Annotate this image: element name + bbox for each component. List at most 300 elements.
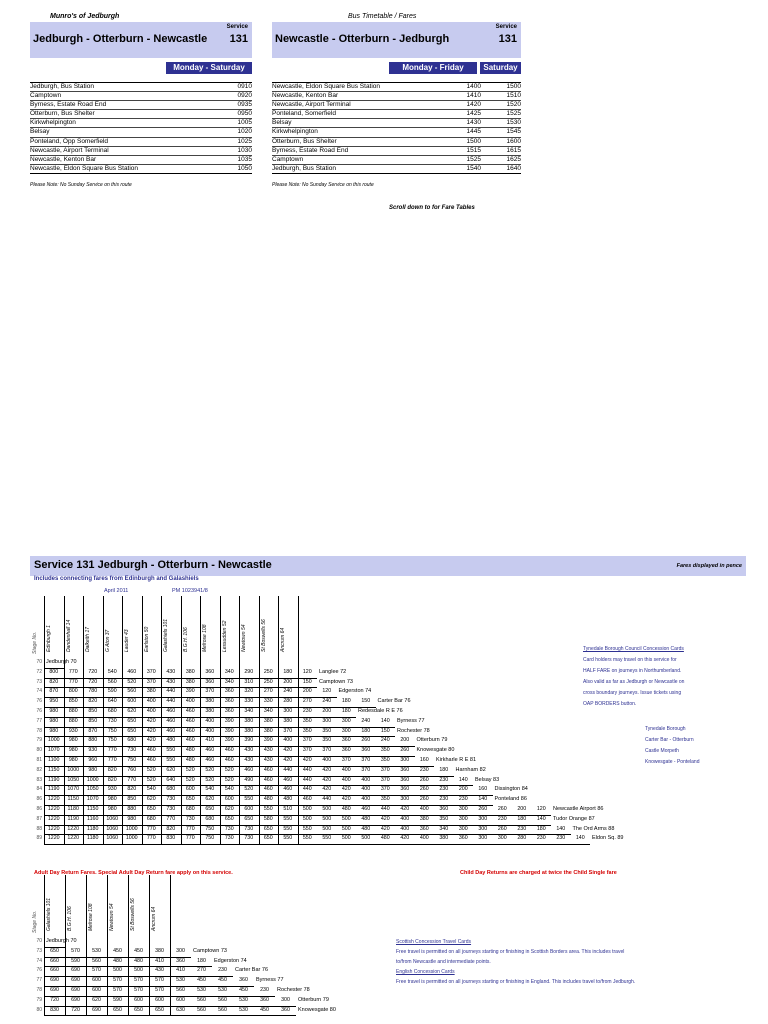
departure-time: 1525	[506, 110, 521, 118]
fare-cell: 530	[239, 1006, 248, 1013]
fare-cell: 500	[302, 806, 312, 812]
fare-cell: 400	[400, 825, 410, 832]
departure-time: 1050	[237, 164, 252, 172]
fare-cell: 620	[224, 806, 234, 812]
fare-cell: 360	[341, 737, 351, 744]
stop-name: Otterburn, Bus Shelter	[30, 110, 95, 118]
stage-number: 86	[36, 796, 42, 803]
fare-cell: 500	[322, 825, 332, 832]
stop-label: Jedburgh 70	[46, 938, 77, 944]
timetable-row	[30, 165, 252, 173]
fare-cell: 450	[239, 987, 248, 993]
fare-cell: 350	[439, 815, 449, 822]
fare-cell: 550	[283, 815, 293, 822]
fare-cell: 180	[197, 957, 206, 964]
stage-number: 73	[36, 947, 42, 954]
fare-cell: 520	[244, 786, 254, 793]
fare-cell: 750	[107, 737, 117, 744]
column-heading: St Boswells 56	[260, 619, 267, 652]
fare-cell: 540	[205, 786, 215, 793]
fare-cell: 500	[134, 967, 143, 974]
fare-cell: 360	[341, 747, 351, 754]
fare-cell: 300	[478, 825, 488, 832]
fare-cell: 550	[166, 757, 176, 763]
column-rule	[259, 596, 260, 844]
departure-time: 1005	[237, 119, 252, 127]
fare-cell: 980	[107, 806, 117, 812]
fare-cell: 730	[224, 825, 234, 832]
fare-cell: 380	[205, 708, 215, 714]
column-rule	[44, 875, 45, 1015]
fare-cell: 480	[185, 747, 195, 754]
fare-cell: 550	[244, 796, 254, 803]
fare-cell: 550	[166, 747, 176, 754]
fare-cell: 230	[497, 815, 507, 822]
timetable-row	[30, 83, 252, 92]
fare-cell: 370	[146, 678, 156, 685]
departure-time: 1025	[237, 137, 252, 145]
stage-number: 80	[36, 1006, 42, 1013]
stage-number: 86	[36, 806, 42, 812]
fare-cell: 350	[302, 727, 312, 734]
column-heading: St Boswells 56	[130, 898, 136, 931]
fare-cell: 300	[176, 947, 185, 954]
service-number: 131	[498, 33, 517, 45]
fare-cell: 1220	[47, 815, 60, 822]
timetable-row	[30, 128, 252, 137]
fare-cell: 340	[224, 678, 234, 685]
fare-cell: 200	[400, 737, 410, 744]
fare-cell: 680	[185, 806, 195, 812]
fare-cell: 590	[107, 688, 117, 695]
stop-label: Ponteland 86	[494, 796, 527, 803]
fare-cell: 350	[322, 737, 332, 744]
fare-cell: 820	[107, 776, 117, 783]
fare-cell: 360	[458, 835, 468, 842]
fare-cell: 730	[166, 806, 176, 812]
fare-cell: 530	[92, 947, 101, 954]
fare-cell: 770	[107, 747, 117, 754]
fare-cell: 570	[113, 987, 122, 993]
fare-cell: 330	[244, 698, 254, 705]
fare-cell: 300	[400, 757, 410, 763]
fare-cell: 420	[146, 727, 156, 734]
stop-name: Camptown	[272, 155, 304, 163]
fare-cell: 430	[244, 757, 254, 763]
fare-cell: 400	[341, 766, 351, 773]
fare-cell: 340	[244, 708, 254, 714]
fare-cell: 690	[71, 996, 80, 1003]
fare-cell: 360	[400, 776, 410, 783]
fare-cell: 550	[322, 835, 332, 842]
fare-cell: 260	[478, 806, 488, 812]
stage-number: 87	[36, 815, 42, 822]
stage-number: 74	[36, 957, 42, 964]
fare-cell: 760	[127, 766, 137, 773]
fare-cell: 720	[88, 668, 98, 675]
fare-cell: 490	[244, 776, 254, 783]
fare-cell: 690	[92, 1006, 101, 1013]
departure-time: 1615	[506, 146, 521, 154]
fare-cell: 800	[49, 668, 59, 675]
timetable-row	[272, 101, 521, 110]
fare-cell: 770	[146, 835, 156, 842]
fare-cell: 430	[155, 967, 164, 974]
fare-cell: 750	[107, 727, 117, 734]
fare-cell: 440	[283, 766, 293, 773]
fare-cell: 550	[302, 835, 312, 842]
fare-cell: 370	[341, 757, 351, 763]
fare-cell: 260	[400, 747, 410, 754]
column-heading: Earlston 50	[143, 626, 150, 652]
fare-cell: 420	[283, 757, 293, 763]
departure-time: 0920	[237, 92, 252, 100]
fare-cell: 550	[302, 825, 312, 832]
fare-cell: 770	[185, 825, 195, 832]
column-heading: Dandenhall 14	[65, 619, 72, 652]
fare-cell: 680	[166, 786, 176, 793]
fare-cell: 820	[88, 698, 98, 705]
fare-cell: 570	[134, 977, 143, 984]
fare-cell: 520	[224, 776, 234, 783]
fare-cell: 150	[302, 678, 312, 685]
fare-cell: 1220	[47, 835, 60, 842]
side-line: Knowesgate - Ponteland	[645, 759, 700, 765]
fare-cell: 430	[244, 747, 254, 754]
column-rule	[65, 875, 66, 1015]
fare-cell: 510	[283, 806, 293, 812]
column-heading: Newtown 54	[109, 903, 115, 931]
tynedale-concessions	[583, 644, 684, 710]
fare-cell: 460	[283, 786, 293, 793]
document-title: Bus Timetable / Fares	[348, 13, 417, 20]
stop-name: Kirkwhelpington	[272, 128, 318, 136]
fare-cell: 260	[419, 786, 429, 793]
route-name: Newcastle - Otterburn - Jedburgh	[275, 33, 450, 45]
column-rule	[107, 875, 108, 1015]
fare-cell: 560	[92, 957, 101, 964]
fare-cell: 980	[68, 747, 78, 754]
stop-name: Belsay	[272, 119, 292, 127]
stop-name: Byrness, Estate Road End	[272, 146, 349, 154]
fare-cell: 450	[134, 947, 143, 954]
fare-cell: 370	[361, 757, 371, 763]
timetable-row	[272, 138, 521, 147]
service-label: Service	[226, 24, 248, 30]
fare-cell: 1100	[48, 757, 60, 763]
stop-label: Eldon Sq. 89	[592, 835, 624, 842]
timetable-row	[272, 147, 521, 156]
fare-cell: 640	[166, 776, 176, 783]
side-line: Tynedale Borough Council Concession Cards	[583, 646, 684, 652]
fare-cell: 480	[185, 757, 195, 763]
fare-cell: 270	[302, 698, 312, 705]
fare-cell: 460	[361, 806, 371, 812]
fare-cell: 570	[71, 947, 80, 954]
fare-cell: 400	[146, 698, 156, 705]
fare-cell: 440	[302, 776, 312, 783]
fare-cell: 980	[68, 737, 78, 744]
stage-number: 70	[36, 659, 42, 665]
fare-cell: 660	[50, 967, 59, 974]
fare-cell: 460	[244, 766, 254, 773]
timetable-outbound	[30, 82, 252, 174]
day-header: Monday - Friday	[389, 62, 477, 74]
fare-cell: 300	[458, 806, 468, 812]
departure-time: 1525	[466, 155, 481, 163]
fare-cell: 350	[380, 796, 390, 803]
departure-time: 1020	[237, 128, 252, 136]
fare-cell: 460	[224, 757, 234, 763]
timetable-row	[30, 110, 252, 119]
stop-name: Newcastle, Airport Terminal	[30, 146, 109, 154]
timetable-row	[272, 156, 521, 165]
fare-cell: 120	[302, 668, 312, 675]
fare-cell: 460	[127, 668, 137, 675]
stop-label: Byrness 77	[256, 977, 284, 984]
fare-cell: 550	[283, 825, 293, 832]
fare-cell: 980	[49, 708, 59, 714]
fare-cell: 300	[341, 717, 351, 724]
fare-cell: 830	[166, 835, 176, 842]
fare-title: Service 131 Jedburgh - Otterburn - Newcastle	[34, 559, 272, 571]
departure-time: 1420	[466, 101, 481, 109]
fare-cell: 400	[205, 727, 215, 734]
fare-cell: 360	[281, 1006, 290, 1013]
fare-cell: 1050	[86, 786, 99, 793]
scroll-note: Scroll down to for Fare Tables	[389, 205, 475, 211]
column-rule	[278, 596, 279, 844]
stop-label: Redesdale R E 76	[358, 708, 403, 714]
fare-cell: 230	[439, 786, 449, 793]
fare-grid	[32, 596, 744, 862]
side-line: to/from Newcastle and intermediate points.	[396, 959, 491, 965]
stage-number: 73	[36, 678, 42, 685]
fare-cell: 600	[155, 996, 164, 1003]
fare-cell: 200	[322, 708, 332, 714]
departure-time: 1030	[237, 146, 252, 154]
fare-cell: 480	[361, 825, 371, 832]
fare-cell: 350	[302, 717, 312, 724]
fare-cell: 950	[49, 698, 59, 705]
fare-cell: 690	[71, 977, 80, 984]
fare-cell: 730	[166, 796, 176, 803]
stage-number: 72	[36, 668, 42, 675]
timetable-row	[272, 92, 521, 101]
fare-cell: 690	[71, 987, 80, 993]
fare-cell: 640	[107, 698, 117, 705]
fare-cell: 680	[205, 815, 215, 822]
side-line: Free travel is permitted on all journeys starting or finishing in Scottish Borders area. This includes travel	[396, 949, 625, 955]
fare-cell: 420	[322, 766, 332, 773]
fare-cell: 530	[218, 987, 227, 993]
fare-cell: 770	[68, 668, 78, 675]
stop-label: Edgerston 74	[214, 957, 247, 964]
fare-cell: 440	[166, 698, 176, 705]
stop-label: Otterburn 79	[416, 737, 448, 744]
fare-cell: 520	[205, 766, 215, 773]
timetable-row	[30, 147, 252, 156]
fare-cell: 650	[263, 835, 273, 842]
timetable-inbound	[272, 82, 521, 174]
fare-cell: 650	[155, 1006, 164, 1013]
fare-cell: 850	[88, 717, 98, 724]
fare-cell: 160	[419, 757, 429, 763]
fare-cell: 620	[92, 996, 101, 1003]
fare-cell: 560	[197, 996, 206, 1003]
fare-cell: 730	[244, 835, 254, 842]
fare-cell: 180	[536, 825, 546, 832]
fare-cell: 590	[113, 996, 122, 1003]
fare-cell: 1180	[87, 835, 99, 842]
stop-label: Belsay 83	[475, 776, 500, 783]
fare-cell: 340	[263, 708, 273, 714]
fare-cell: 400	[283, 737, 293, 744]
fare-cell: 600	[176, 996, 185, 1003]
fare-cell: 460	[185, 717, 195, 724]
stop-name: Otterburn, Bus Shelter	[272, 137, 337, 145]
fare-cell: 580	[263, 815, 273, 822]
fare-cell: 500	[302, 815, 312, 822]
fare-cell: 390	[224, 717, 234, 724]
fare-cell: 600	[244, 806, 254, 812]
stop-label: Tudor Orange 87	[553, 815, 595, 822]
fare-cell: 780	[88, 688, 98, 695]
side-line: Also valid as far as Jedburgh or Newcastle on	[583, 679, 685, 685]
fare-cell: 300	[283, 708, 293, 714]
column-rule	[128, 875, 129, 1015]
fare-cell: 650	[127, 717, 137, 724]
fare-cell: 230	[419, 766, 429, 773]
fare-cell: 330	[263, 698, 273, 705]
fare-cell: 360	[224, 688, 234, 695]
stop-name: Camptown	[30, 92, 62, 100]
stop-name: Kirkwhelpington	[30, 119, 76, 127]
timetable-row	[272, 119, 521, 128]
fare-cell: 460	[146, 747, 156, 754]
fare-cell: 930	[107, 786, 117, 793]
fare-cell: 500	[361, 835, 371, 842]
fare-cell: 1070	[86, 796, 99, 803]
column-heading: Newtown 54	[241, 624, 247, 652]
fare-cell: 180	[341, 708, 351, 714]
fare-cell: 650	[50, 947, 59, 954]
fare-cell: 650	[185, 796, 195, 803]
fare-cell: 1180	[87, 825, 99, 832]
departure-time: 1600	[506, 137, 521, 145]
side-line: Carter Bar - Otterburn	[645, 737, 694, 743]
fare-cell: 480	[341, 806, 351, 812]
child-return-note: Child Day Returns are charged at twice the Child Single fare	[460, 870, 617, 876]
fare-cell: 650	[263, 825, 273, 832]
fare-cell: 360	[439, 806, 449, 812]
fare-cell: 570	[113, 977, 122, 984]
fare-cell: 1150	[48, 766, 60, 773]
fare-cell: 400	[341, 776, 351, 783]
fare-cell: 650	[134, 1006, 143, 1013]
fare-cell: 820	[166, 825, 176, 832]
fare-cell: 380	[439, 835, 449, 842]
fare-cell: 560	[197, 1006, 206, 1013]
departure-time: 1515	[466, 146, 481, 154]
fare-cell: 660	[50, 957, 59, 964]
timetable-row	[272, 128, 521, 137]
fare-cell: 390	[263, 737, 273, 744]
day-header: Monday - Saturday	[166, 62, 252, 74]
fare-cell: 650	[205, 806, 215, 812]
departure-time: 1500	[506, 83, 521, 90]
fare-cell: 500	[322, 806, 332, 812]
departure-time: 0950	[237, 110, 252, 118]
fare-cell: 300	[497, 835, 507, 842]
fare-cell: 480	[361, 815, 371, 822]
fare-cell: 430	[263, 757, 273, 763]
fare-cell: 880	[88, 737, 98, 744]
fare-cell: 200	[283, 678, 293, 685]
fare-cell: 690	[50, 977, 59, 984]
fare-cell: 560	[218, 1006, 227, 1013]
fare-cell: 460	[185, 727, 195, 734]
fare-cell: 600	[92, 987, 101, 993]
fare-cell: 480	[113, 957, 122, 964]
fare-cell: 400	[400, 815, 410, 822]
departure-time: 1625	[506, 155, 521, 163]
fare-cell: 300	[478, 815, 488, 822]
service-number: 131	[229, 33, 248, 45]
fare-cell: 360	[205, 678, 215, 685]
fare-cell: 530	[239, 996, 248, 1003]
fare-cell: 770	[166, 815, 176, 822]
fare-cell: 260	[361, 737, 371, 744]
fare-cell: 1000	[47, 737, 60, 744]
fare-cell: 1070	[67, 786, 80, 793]
departure-time: 1500	[466, 137, 481, 145]
column-heading: Ancrum 64	[280, 627, 286, 652]
fare-cell: 460	[205, 747, 215, 754]
stage-number: 76	[36, 708, 42, 714]
fare-cell: 300	[458, 815, 468, 822]
fare-cell: 500	[341, 825, 351, 832]
fare-cell: 420	[322, 786, 332, 793]
fare-cell: 440	[380, 806, 390, 812]
stop-label: Byrness 77	[397, 717, 425, 724]
fare-cell: 240	[380, 737, 390, 744]
stop-name: Ponteland, Opp Somerfield	[30, 137, 109, 145]
operator-name: Munro's of Jedburgh	[50, 13, 120, 20]
fare-cell: 270	[197, 967, 206, 974]
fare-cell: 460	[146, 757, 156, 763]
timetable-row	[272, 110, 521, 119]
departure-time: 1410	[466, 92, 481, 100]
fare-cell: 400	[361, 796, 371, 803]
fare-cell: 1000	[125, 825, 138, 832]
column-heading: G Aton 37	[104, 629, 111, 652]
column-rule	[239, 596, 240, 844]
day-header: Saturday	[480, 62, 521, 74]
fare-cell: 930	[88, 747, 98, 754]
departure-time: 1035	[237, 155, 252, 163]
fare-cell: 460	[263, 776, 273, 783]
fare-cell: 870	[88, 727, 98, 734]
fare-cell: 690	[71, 967, 80, 974]
column-heading: Lessudden 52	[221, 620, 228, 652]
fare-cell: 730	[224, 835, 234, 842]
fare-cell: 400	[361, 776, 371, 783]
fare-cell: 460	[166, 717, 176, 724]
side-line: Castle Morpeth	[645, 748, 679, 754]
fare-cell: 370	[380, 776, 390, 783]
fare-cell: 480	[166, 737, 176, 744]
